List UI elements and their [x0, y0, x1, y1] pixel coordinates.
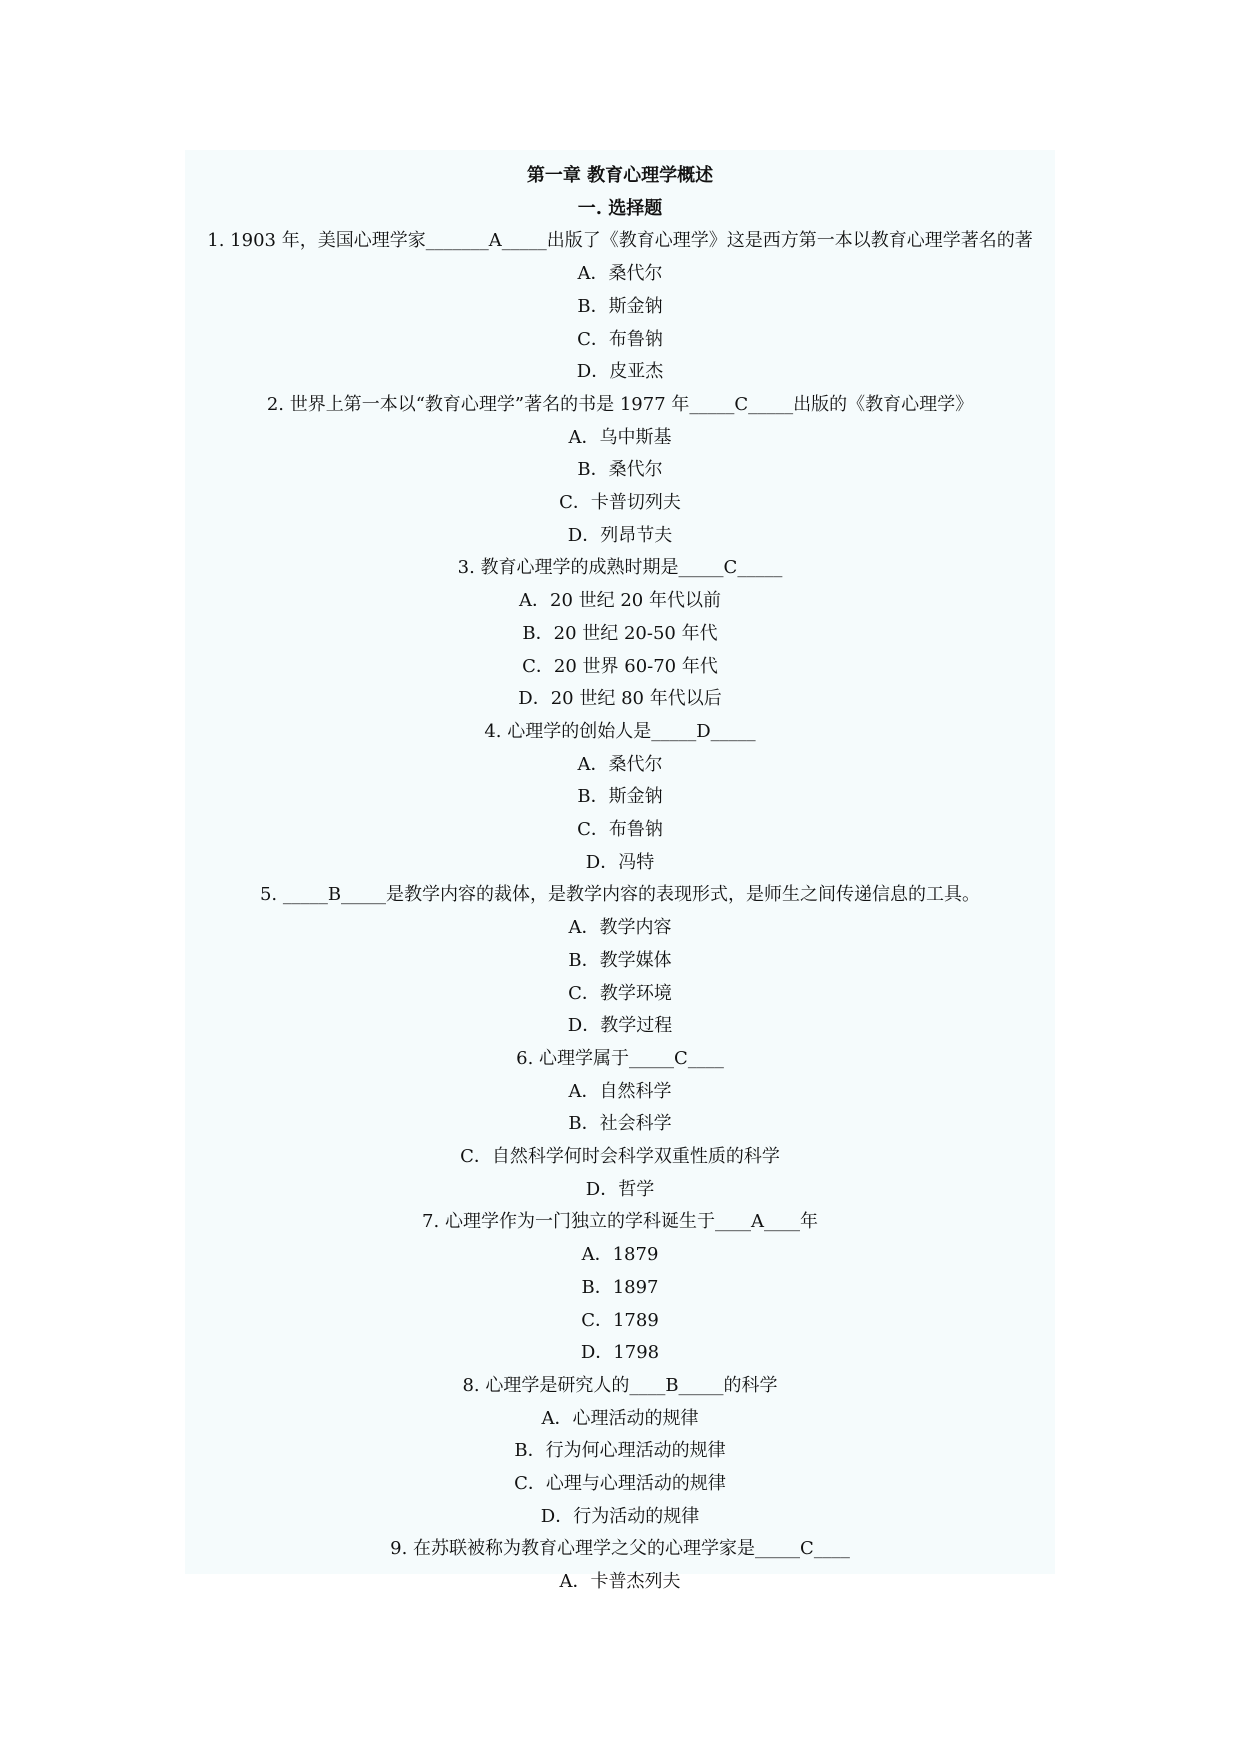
- text-line: D．冯特: [585, 851, 655, 873]
- text-line: C．布鲁钠: [577, 819, 663, 840]
- text-line: C．布鲁钠: [577, 328, 663, 350]
- text-line: D．行为活动的规律: [540, 1505, 700, 1527]
- text-line: 9. 在苏联被称为教育心理学之父的心理学家是_____C____: [390, 1538, 850, 1560]
- text-line: 4. 心理学的创始人是_____D_____: [484, 720, 756, 742]
- text-line: A．乌中斯基: [568, 426, 672, 448]
- text-line: 8. 心理学是研究人的____B_____的科学: [462, 1374, 778, 1396]
- section-heading: 一. 选择题: [577, 197, 663, 219]
- text-line: A．20 世纪 20 年代以前: [519, 590, 721, 612]
- text-line: 3. 教育心理学的成熟时期是_____C_____: [457, 557, 783, 579]
- text-line: D．哲学: [585, 1178, 655, 1200]
- text-line: A．桑代尔: [577, 753, 663, 775]
- text-line: B．20 世纪 20-50 年代: [522, 622, 718, 644]
- document-page: [185, 150, 1055, 1593]
- text-line: B．教学媒体: [568, 949, 672, 971]
- text-line: C．教学环境: [568, 982, 672, 1004]
- text-line: A．卡普杰列夫: [559, 1571, 681, 1593]
- text-line: A．1879: [581, 1244, 659, 1266]
- text-line: D．教学过程: [567, 1015, 673, 1037]
- text-line: D．列昂节夫: [567, 524, 673, 546]
- text-line: C．1789: [581, 1309, 659, 1331]
- text-line: D．20 世纪 80 年代以后: [518, 688, 722, 710]
- text-line: A．自然科学: [568, 1080, 672, 1102]
- text-line: C．20 世界 60-70 年代: [522, 655, 718, 677]
- text-line: 5. _____B_____是教学内容的裁体，是教学内容的表现形式，是师生之间传递信息的工具。: [259, 884, 981, 906]
- text-line: C．自然科学何时会科学双重性质的科学: [460, 1146, 780, 1167]
- text-line: A．心理活动的规律: [541, 1407, 699, 1429]
- text-line: B．斯金钠: [577, 786, 663, 808]
- text-line: D．1798: [580, 1342, 660, 1364]
- text-line: A．桑代尔: [577, 263, 663, 285]
- text-line: 7. 心理学作为一门独立的学科诞生于____A____年: [422, 1211, 818, 1233]
- text-line: B．行为何心理活动的规律: [514, 1440, 726, 1462]
- text-line: A．教学内容: [568, 917, 672, 939]
- text-line: B．桑代尔: [577, 459, 663, 481]
- text-line: B．社会科学: [568, 1113, 672, 1135]
- text-line: 1. 1903 年，美国心理学家_______A_____出版了《教育心理学》这是西方第一本以教育心理学著名的著: [207, 230, 1033, 252]
- text-line: 6. 心理学属于_____C____: [516, 1047, 724, 1069]
- text-line: B．斯金钠: [577, 295, 663, 317]
- text-line: 2. 世界上第一本以“教育心理学”著名的书是 1977 年_____C_____出版的《教育心理学》: [266, 393, 974, 415]
- text-line: B．1897: [581, 1276, 659, 1298]
- text-line: C．心理与心理活动的规律: [514, 1473, 726, 1494]
- chapter-title: 第一章 教育心理学概述: [526, 165, 714, 186]
- text-line: C．卡普切列夫: [559, 492, 681, 513]
- text-line: D．皮亚杰: [576, 361, 664, 383]
